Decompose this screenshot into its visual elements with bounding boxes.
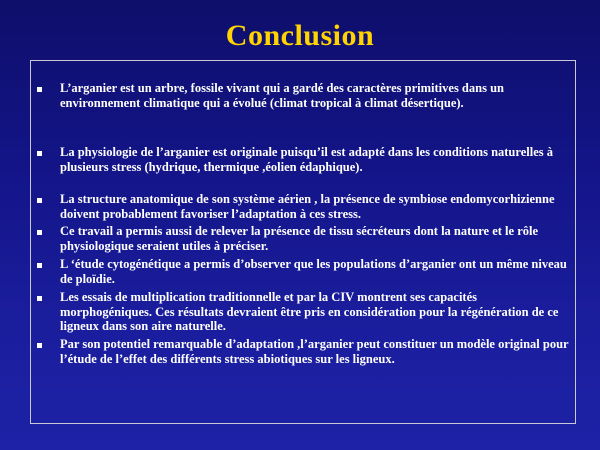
bullet-text: Les essais de multiplication traditionnelle et par la CIV montrent ses capacités morphogéniques. Ces résultats devraient être pris en considération pour la régénération de ce ligneux dans son aire naturelle.	[60, 290, 559, 333]
square-bullet-icon	[37, 343, 42, 348]
square-bullet-icon	[37, 198, 42, 203]
bullet-text: La structure anatomique de son système aérien , la présence de symbiose endomycorhizienne doivent probablement favoriser l’adaptation à ces stress.	[60, 192, 555, 221]
slide-title: Conclusion	[225, 19, 375, 52]
square-bullet-icon	[37, 151, 42, 156]
bullet-text: La physiologie de l’arganier est originale puisqu’il est adapté dans les conditions naturelles à plusieurs stress (hydrique, thermique ,éolien édaphique).	[60, 145, 553, 174]
bullet-text: L’arganier est un arbre, fossile vivant qui a gardé des caractères primitives dans un environnement climatique qui a évolué (climat tropical à climat désertique).	[60, 81, 504, 110]
content-frame	[30, 60, 576, 424]
square-bullet-icon	[37, 296, 42, 301]
bullet-text: Par son potentiel remarquable d’adaptation ,l’arganier peut constituer un modèle original pour l’étude de l’effet des différents stress abiotiques sur les ligneux.	[60, 337, 569, 366]
bullet-text: L ‘étude cytogénétique a permis d’observer que les populations d’arganier ont un même niveau de ploïdie.	[60, 257, 567, 286]
square-bullet-icon	[37, 263, 42, 268]
bullet-text: Ce travail a permis aussi de relever la présence de tissu sécréteurs dont la nature et le rôle physiologique seraient utiles à préciser.	[60, 224, 539, 253]
square-bullet-icon	[37, 87, 42, 92]
square-bullet-icon	[37, 230, 42, 235]
